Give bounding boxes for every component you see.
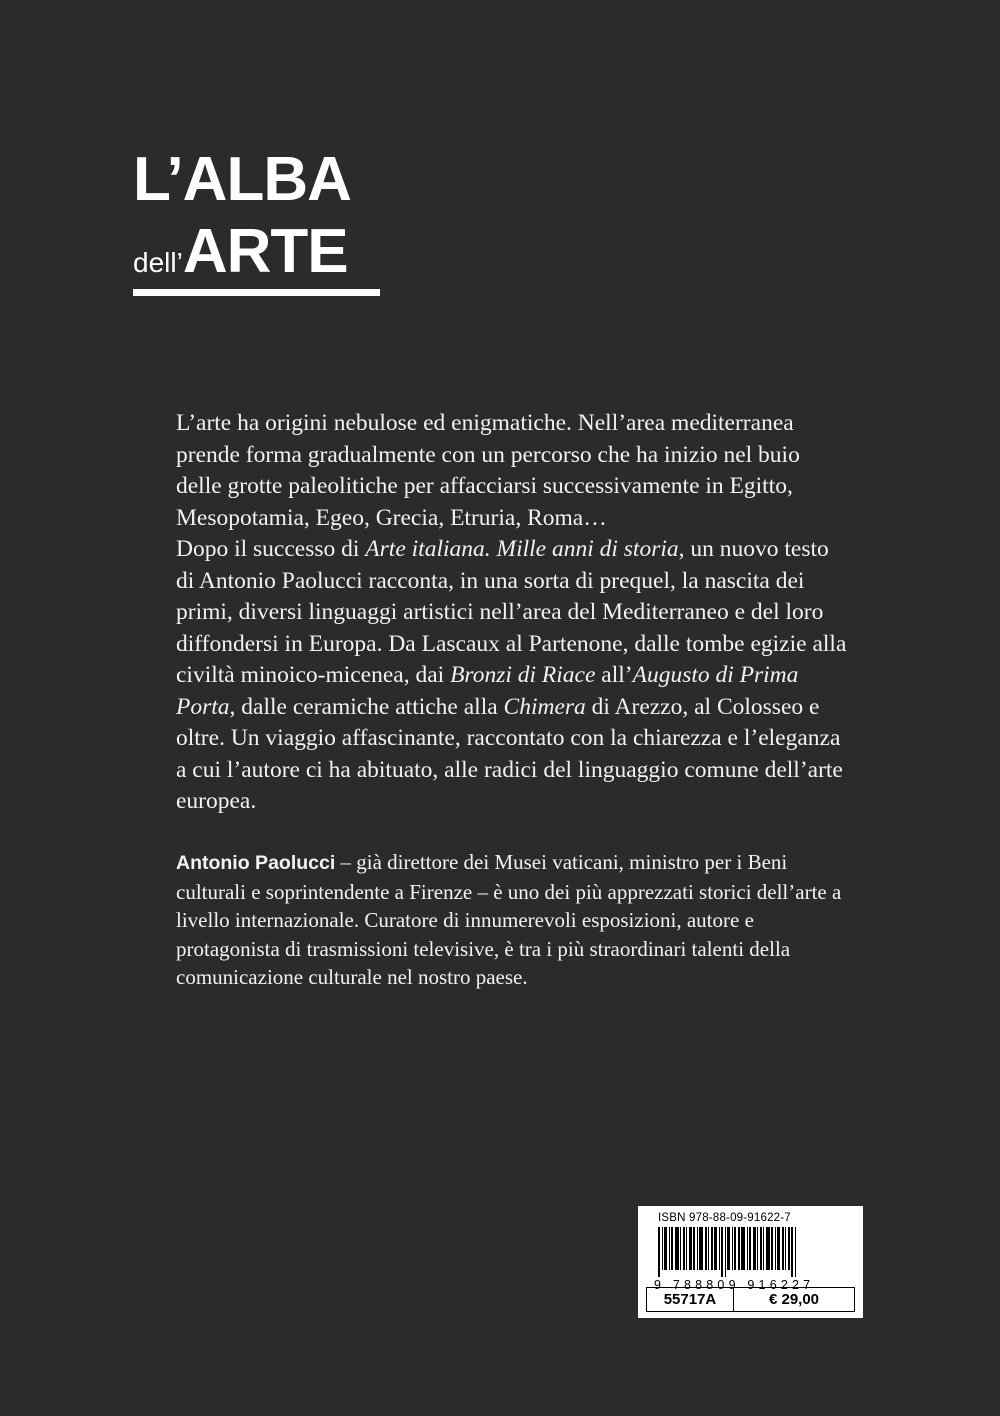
blurb-p2-italic-4: Chimera — [503, 693, 586, 720]
barcode-digits: 9 788809 916227 — [654, 1278, 815, 1292]
title-line-two — [133, 216, 553, 287]
author-bio-text: – già direttore dei Musei vaticani, ministro per i Beni culturali e soprintendente a Firenze – è uno dei più apprezzati storici dell’arte a livello internazionale. Curatore di innumerevoli esposizioni, autore e protagonista di trasmissioni televisive, è tra i più straordinari talenti della comunicazione culturale nel nostro paese. — [176, 850, 842, 989]
author-name: Antonio Paolucci — [176, 852, 336, 874]
isbn-barcode-block — [638, 1206, 863, 1318]
author-bio-paragraph — [176, 848, 848, 992]
title-arte-word: ARTE — [182, 217, 348, 286]
blurb-p2-text-2: , un nuovo testo di Antonio Paolucci racconta, in una sorta di prequel, la nascita dei primi, diversi linguaggi artistici nell’area del Mediterraneo e del loro diffondersi in Europa. Da Lascaux al Partenone, dalle tombe egizie alla civiltà minoico-micenea, dai — [176, 536, 847, 688]
blurb-p2-italic-2: Bronzi di Riace — [450, 662, 596, 688]
isbn-label: ISBN 978-88-09-91622-7 — [658, 1212, 791, 1224]
back-cover-blurb — [176, 408, 848, 818]
blurb-p2-italic-1: Arte italiana. Mille anni di storia — [365, 536, 679, 562]
blurb-p2-text-3: all’ — [595, 662, 633, 688]
blurb-p2-italic-3: Augusto di Prima Porta — [176, 662, 799, 720]
price-value: € 29,00 — [768, 1291, 820, 1308]
title-line-one: L’ALBA — [133, 145, 351, 214]
author-bio — [176, 848, 848, 992]
blurb-paragraph-two — [176, 534, 848, 818]
blurb-p2-text-1: Dopo il successo di — [176, 536, 366, 562]
blurb-paragraph-one: L’arte ha origini nebulose ed enigmatiche. Nell’area mediterranea prende forma gradualmente con un percorso che ha inizio nel buio delle grotte paleolitiche per affacciarsi successivamente in Egitto, Mesopotamia, Egeo, Grecia, Etruria, Roma… — [176, 410, 800, 531]
blurb-p2-text-4: , dalle ceramiche attiche alla — [229, 693, 504, 720]
title-dell-word: dell’ — [133, 247, 183, 278]
blurb-p2-text-5: di Arezzo, al Colosseo e oltre. Un viaggio affascinante, raccontato con la chiarezza e l’eleganza a cui l’autore ci ha abituato, alle radici del linguaggio comune dell’arte europea. — [176, 693, 843, 814]
title-underline-rule — [133, 289, 380, 296]
price-row — [646, 1287, 855, 1312]
book-title-block — [133, 145, 553, 296]
product-code: 55717A — [647, 1288, 734, 1311]
barcode-bars-icon — [658, 1227, 845, 1277]
